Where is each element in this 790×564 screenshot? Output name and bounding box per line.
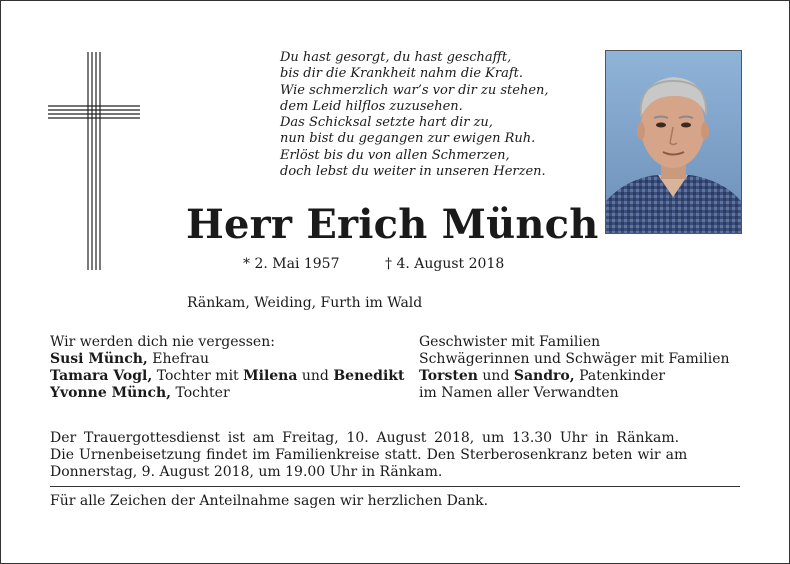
poem <box>280 50 580 180</box>
mourner-name: Yvonne Münch, <box>50 385 172 401</box>
service-line: Donnerstag, 9. August 2018, um 19.00 Uhr in Ränkam. <box>50 464 443 480</box>
mourner-line: Geschwister mit Familien <box>419 334 601 350</box>
poem-line: doch lebst du weiter in unseren Herzen. <box>280 164 546 180</box>
poem-line: Das Schicksal setzte hart dir zu, <box>280 115 493 131</box>
mourner-name: Milena <box>243 368 298 384</box>
mourner-relation: Patenkinder <box>574 368 666 384</box>
mourner-name: Sandro, <box>513 368 575 384</box>
death-date: † 4. August 2018 <box>385 256 505 272</box>
service-details <box>50 430 740 481</box>
poem-line: Erlöst bis du von allen Schmerzen, <box>280 147 510 163</box>
service-line: Die Urnenbeisetzung findet im Familienkreise statt. Den Sterberosenkranz beten wir am <box>50 447 688 463</box>
poem-line: bis dir die Krankheit nahm die Kraft. <box>280 66 524 82</box>
poem-line: Wie schmerzlich war’s vor dir zu stehen, <box>280 82 549 98</box>
thanks-line: Für alle Zeichen der Anteilnahme sagen wir herzlichen Dank. <box>50 493 489 509</box>
mourner-line <box>419 368 730 385</box>
mourners-intro: Wir werden dich nie vergessen: <box>50 334 275 350</box>
birth-date: * 2. Mai 1957 <box>243 256 340 272</box>
poem-line: dem Leid hilflos zuzusehen. <box>280 98 463 114</box>
mourner-name: Susi Münch, <box>50 351 148 367</box>
mourner-relation: Tochter <box>171 385 230 401</box>
place-of-residence: Ränkam, Weiding, Furth im Wald <box>187 295 423 311</box>
mourner-name: Tamara Vogl, <box>50 368 153 384</box>
mourner-name: Benedikt <box>333 368 405 384</box>
poem-line: nun bist du gegangen zur ewigen Ruh. <box>280 131 536 147</box>
mourners-right-column <box>419 334 730 402</box>
mourner-line: im Namen aller Verwandten <box>419 385 619 401</box>
mourner-relation: Ehefrau <box>147 351 210 367</box>
divider <box>50 486 740 487</box>
mourner-line: Schwägerinnen und Schwäger mit Familien <box>419 351 730 367</box>
mourner-line <box>50 368 404 385</box>
cross-icon <box>48 52 140 270</box>
conjunction: und <box>297 368 334 384</box>
deceased-name: Herr Erich Münch <box>186 201 599 248</box>
portrait-photo <box>605 50 742 234</box>
service-line: Der Trauergottesdienst ist am Freitag, 10. August 2018, um 13.30 Uhr in Ränkam. <box>50 430 680 446</box>
mourner-relation: Tochter mit <box>152 368 244 384</box>
mourner-name: Torsten <box>419 368 478 384</box>
poem-line: Du hast gesorgt, du hast geschafft, <box>280 50 512 65</box>
mourner-line <box>50 385 404 402</box>
conjunction: und <box>477 368 514 384</box>
mourner-line <box>50 351 404 368</box>
mourners-left-column <box>50 334 404 402</box>
